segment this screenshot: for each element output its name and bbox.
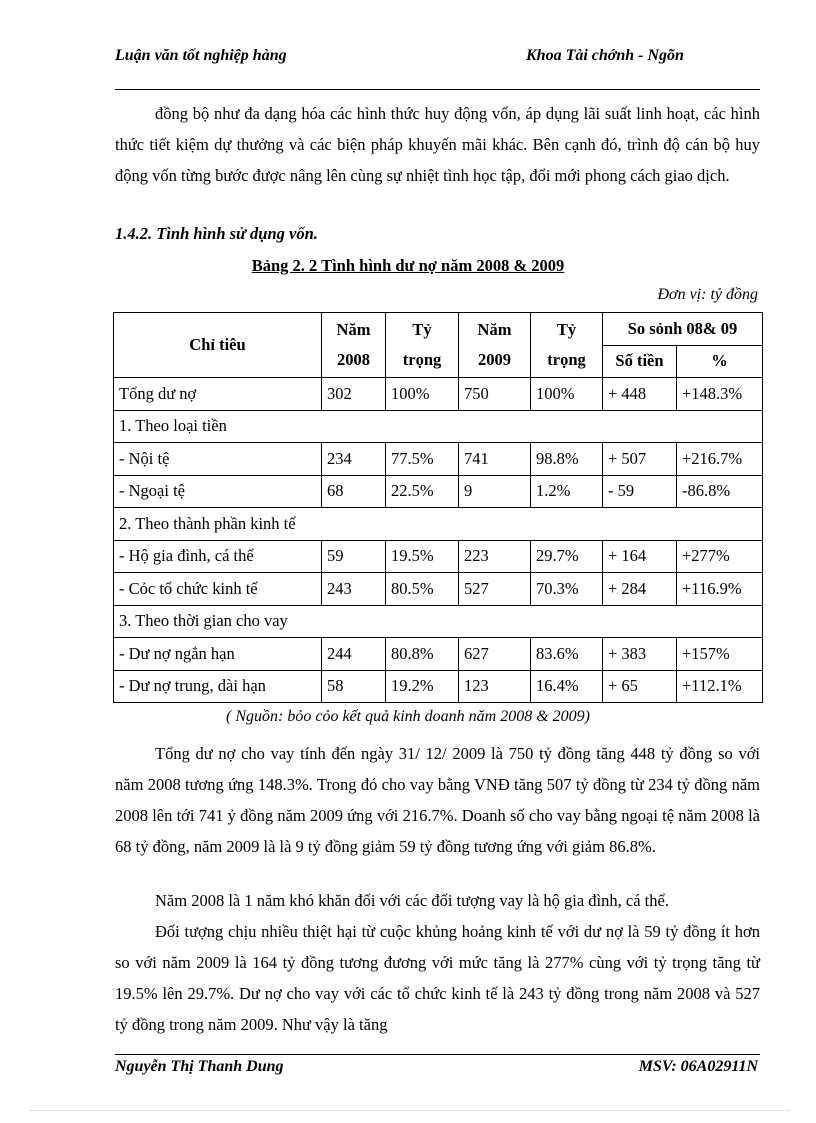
cell-label: - Nội tệ	[114, 443, 322, 476]
section-heading: 1.4.2. Tình hình sử dụng vốn.	[115, 224, 318, 243]
header-divider	[115, 89, 760, 90]
cell-label: - Hộ gia đình, cá thể	[114, 540, 322, 573]
cell-share-2008: 100%	[386, 378, 459, 411]
cell-share-2008: 19.2%	[386, 670, 459, 703]
page-bottom-edge	[30, 1110, 790, 1111]
paragraph-3: Năm 2008 là 1 năm khó khăn đối với các đối tượng vay là hộ gia đình, cá thể.	[155, 891, 669, 910]
header-share-2009-line2: trọng	[547, 350, 586, 369]
cell-share-2008: 80.8%	[386, 638, 459, 671]
page-header	[115, 46, 760, 90]
cell-percent: +157%	[677, 638, 763, 671]
cell-share-2009: 1.2%	[531, 475, 603, 508]
table-title	[0, 256, 816, 276]
cell-percent: -86.8%	[677, 475, 763, 508]
cell-share-2008: 22.5%	[386, 475, 459, 508]
cell-2009: 223	[459, 540, 531, 573]
header-year-2009	[459, 313, 531, 378]
header-share-2008-line2: trọng	[402, 350, 442, 369]
cell-share-2009: 83.6%	[531, 638, 603, 671]
header-share-2009	[531, 313, 603, 378]
header-amount: Số tiền	[603, 345, 677, 378]
header-year-2009-line1: Năm	[477, 320, 512, 339]
cell-percent: +277%	[677, 540, 763, 573]
cell-amount: + 164	[603, 540, 677, 573]
header-year-2008-line1: Năm	[336, 320, 371, 339]
cell-label: - Dư nợ trung, dài hạn	[114, 670, 322, 703]
cell-share-2008: 77.5%	[386, 443, 459, 476]
paragraph-2: Tổng dư nợ cho vay tính đến ngày 31/ 12/ 2009 là 750 tỷ đồng tăng 448 tỷ đồng so với năm 2008 tương ứng 148.3%. Trong đó cho vay bằng VNĐ tăng 507 tỷ đồng từ 234 tỷ đồng năm 2008 lên tới 741 ỷ đồng năm 2009 ứng với 216.7%. Doanh số cho vay bằng ngoại tệ năm 2008 là 68 tỷ đồng, năm 2009 là là 9 tỷ đồng giảm 59 tỷ đồng tương ứng với giảm 86.8%.	[115, 744, 760, 856]
cell-2009: 9	[459, 475, 531, 508]
table-header-row	[114, 313, 763, 346]
group-currency: 1. Theo loại tiền	[114, 410, 763, 443]
header-share-2008	[386, 313, 459, 378]
cell-2008: 234	[322, 443, 386, 476]
cell-2008: 302	[322, 378, 386, 411]
group-loan-term: 3. Theo thời gian cho vay	[114, 605, 763, 638]
header-faculty: Khoa Tài chớnh - Ngõn	[526, 47, 684, 64]
table-row	[114, 638, 763, 671]
table-row	[114, 670, 763, 703]
table-source-note: ( Nguồn: bỏo cỏo kết quả kinh doanh năm 2008 & 2009)	[226, 708, 590, 725]
cell-label: - Cỏc tổ chức kinh tế	[114, 573, 322, 606]
cell-label: - Ngoại tệ	[114, 475, 322, 508]
cell-amount: + 65	[603, 670, 677, 703]
cell-share-2009: 100%	[531, 378, 603, 411]
cell-2009: 527	[459, 573, 531, 606]
cell-2008: 68	[322, 475, 386, 508]
cell-percent: +116.9%	[677, 573, 763, 606]
cell-2008: 58	[322, 670, 386, 703]
cell-2009: 123	[459, 670, 531, 703]
cell-2009: 741	[459, 443, 531, 476]
cell-label: - Dư nợ ngắn hạn	[114, 638, 322, 671]
group-economic-sector: 2. Theo thành phần kinh tế	[114, 508, 763, 541]
header-share-2009-line1: Tỷ	[556, 320, 577, 339]
cell-2009: 627	[459, 638, 531, 671]
paragraph-1: đồng bộ như đa dạng hóa các hình thức huy động vốn, áp dụng lãi suất linh hoạt, các hình thức tiết kiệm dự thưởng và các biện pháp khuyến mãi khác. Bên cạnh đó, trình độ cán bộ huy động vốn từng bước được nâng lên cùng sự nhiệt tình học tập, đổi mới phong cách giao dịch.	[115, 104, 760, 185]
table-row-total	[114, 378, 763, 411]
table-group-row	[114, 605, 763, 638]
header-compare: So sỏnh 08& 09	[603, 313, 763, 346]
table-row	[114, 540, 763, 573]
table-row	[114, 573, 763, 606]
cell-share-2008: 80.5%	[386, 573, 459, 606]
cell-2008: 243	[322, 573, 386, 606]
table-title-text: Bảng 2. 2 Tình hình dư nợ năm 2008 & 2009	[251, 256, 565, 275]
cell-label: Tổng dư nợ	[114, 378, 322, 411]
header-year-2009-line2: 2009	[478, 350, 511, 369]
header-indicator: Chỉ tiêu	[114, 313, 322, 378]
table-unit: Đơn vị: tỷ đồng	[657, 286, 758, 303]
table-row	[114, 443, 763, 476]
cell-amount: + 383	[603, 638, 677, 671]
table-group-row	[114, 508, 763, 541]
cell-2008: 244	[322, 638, 386, 671]
cell-percent: +216.7%	[677, 443, 763, 476]
footer-divider	[115, 1054, 760, 1055]
cell-2008: 59	[322, 540, 386, 573]
cell-amount: + 448	[603, 378, 677, 411]
cell-share-2009: 70.3%	[531, 573, 603, 606]
paragraph-4: Đối tượng chịu nhiều thiệt hại từ cuộc khủng hoảng kinh tế với dư nợ là 59 tỷ đồng ít hơn so với năm 2009 là 164 tỷ đồng tương đương với mức tăng là 277% cùng với tỷ trọng tăng từ 19.5% lên 29.7%. Dư nợ cho vay với các tổ chức kinh tế là 243 tỷ đồng trong năm 2008 và 527 tỷ đồng trong năm 2009. Như vậy là tăng	[115, 922, 760, 1034]
cell-share-2009: 16.4%	[531, 670, 603, 703]
header-year-2008	[322, 313, 386, 378]
header-year-2008-line2: 2008	[337, 350, 370, 369]
footer-student-id: MSV: 06A02911N	[638, 1058, 758, 1075]
footer-author: Nguyễn Thị Thanh Dung	[115, 1058, 284, 1075]
cell-percent: +112.1%	[677, 670, 763, 703]
cell-share-2009: 98.8%	[531, 443, 603, 476]
header-share-2008-line1: Tỷ	[412, 320, 432, 339]
table-group-row	[114, 410, 763, 443]
header-thesis-title: Luận văn tốt nghiệp hàng	[115, 47, 287, 64]
cell-2009: 750	[459, 378, 531, 411]
cell-amount: - 59	[603, 475, 677, 508]
table-row	[114, 475, 763, 508]
cell-amount: + 507	[603, 443, 677, 476]
cell-amount: + 284	[603, 573, 677, 606]
header-percent: %	[677, 345, 763, 378]
loan-balance-table	[113, 312, 763, 703]
cell-share-2008: 19.5%	[386, 540, 459, 573]
cell-share-2009: 29.7%	[531, 540, 603, 573]
cell-percent: +148.3%	[677, 378, 763, 411]
